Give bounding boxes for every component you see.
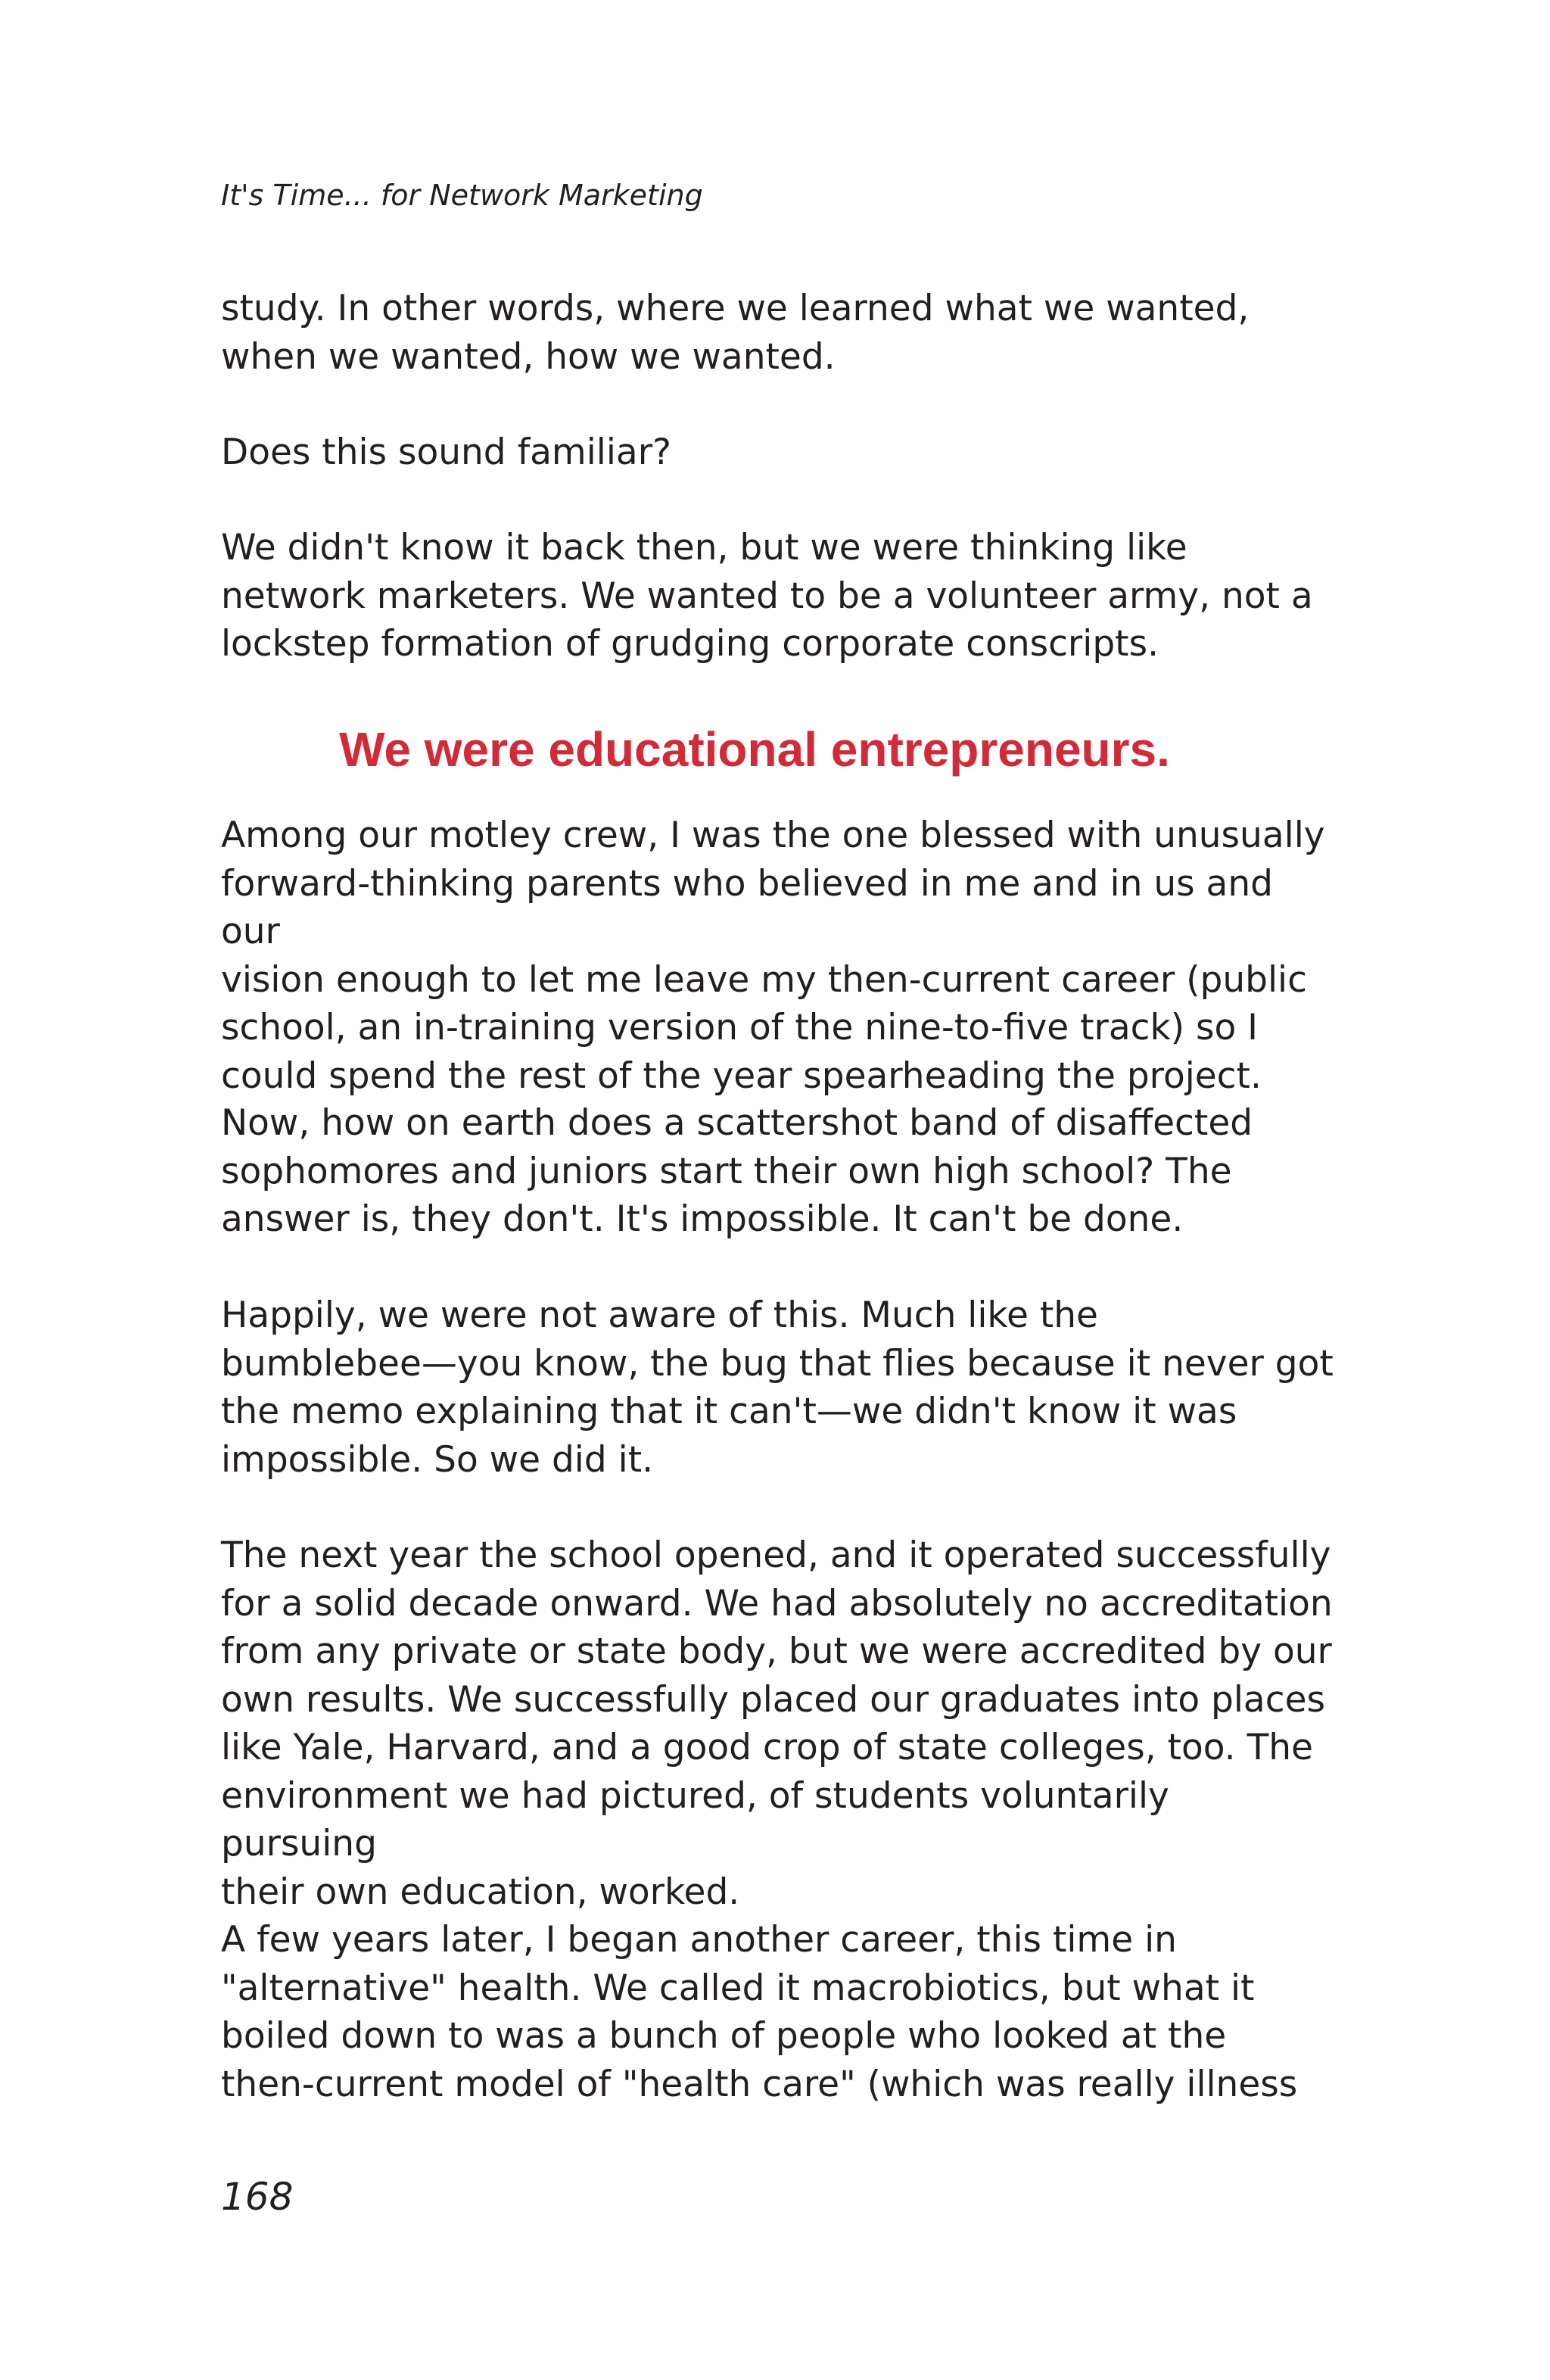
pull-quote: We were educational entrepreneurs. <box>339 722 1170 777</box>
paragraph: A few years later, I began another career, this time in "alternative" health. We called it macrobiotics, but what it boiled down to was a bunch of people who looked at the then-current model of "health care" (which was really illness <box>221 1919 1298 2105</box>
paragraph: Among our motley crew, I was the one blessed with unusually forward-thinking parents who believed in me and in us and our vision enough to let me leave my then-current career (public school, an in-training version of the nine-to-five track) so I could spend the rest of the year spearheading the project. <box>221 815 1325 1097</box>
page-number: 168 <box>221 2175 294 2219</box>
paragraph: The next year the school opened, and it operated successfully for a solid decade onward. We had absolutely no accreditation from any private or state body, but we were accredited by our own results. We successfully placed our graduates into places like Yale, Harvard, and a good crop of state colleges, too. The environment we had pictured, of students voluntarily pursuing their own education, worked. <box>221 1534 1333 1913</box>
paragraph: Does this sound familiar? <box>221 431 671 473</box>
paragraph: Now, how on earth does a scattershot band of disaffected sophomores and juniors start their own high school? The answer is, they don't. It's impossible. It can't be done. <box>221 1102 1253 1240</box>
running-header: It's Time... for Network Marketing <box>221 179 703 212</box>
paragraph: Happily, we were not aware of this. Much like the bumblebee—you know, the bug that flies because it never got the memo explaining that it can't—we didn't know it was impossible. So we did it. <box>221 1294 1334 1481</box>
paragraph: study. In other words, where we learned what we wanted, when we wanted, how we wanted. <box>221 288 1250 378</box>
paragraph: We didn't know it back then, but we were thinking like network marketers. We wanted to be a volunteer army, not a lockstep formation of grudging corporate conscripts. <box>221 527 1313 665</box>
